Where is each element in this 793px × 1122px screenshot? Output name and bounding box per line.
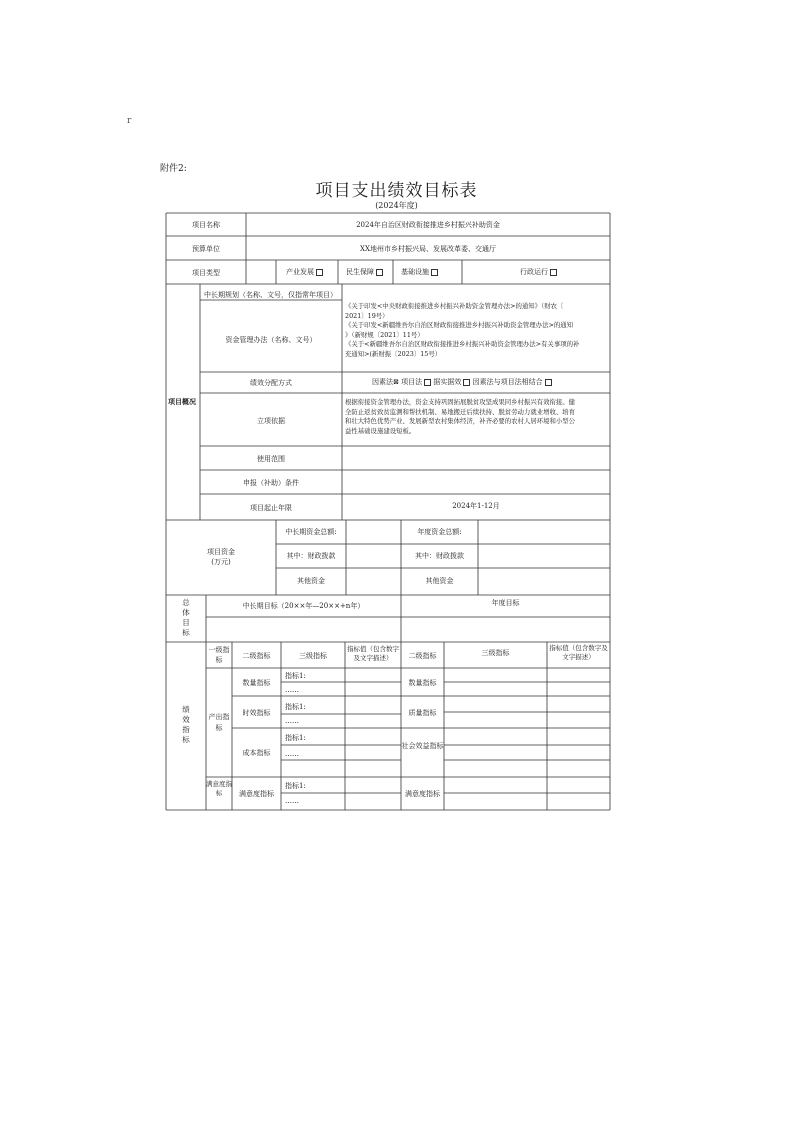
checkbox-industry[interactable] (316, 269, 323, 276)
col-level2-right: 二级指标 (408, 652, 437, 660)
quality-indicator: 质量指标 (408, 709, 437, 717)
checkbox-combined[interactable] (545, 379, 552, 386)
checkbox-livelihood[interactable] (376, 269, 383, 276)
annual-goal-label: 年度目标 (491, 599, 520, 607)
mgmt-label: 资金管理办法（名称、文号） (225, 336, 317, 344)
long-term-goal-label: 中长期目标（20××年—20××+n年） (242, 602, 365, 610)
col-level2: 二级指标 (242, 652, 271, 660)
type-infrastructure[interactable]: 基础设施 (401, 267, 438, 277)
col-level3-right: 三级指标 (481, 649, 510, 657)
other-long-label: 其他资金 (297, 577, 325, 585)
checkbox-project[interactable] (424, 379, 431, 386)
page-title: 项目支出绩效目标表 (315, 181, 478, 201)
condition-label: 申报（补助）条件 (243, 479, 299, 487)
page-mark: r (127, 116, 132, 126)
overview-section-label: 项目概况 (168, 397, 196, 406)
budget-unit-label: 预算单位 (192, 245, 220, 253)
quantity-indicator: 数量指标 (242, 679, 271, 687)
cost-more: …… (285, 750, 299, 758)
type-admin[interactable]: 行政运行 (520, 267, 557, 277)
col-value: 指标值（包含数字及文字描述） (347, 645, 399, 662)
checked-icon[interactable]: ⊠ (393, 378, 399, 386)
timeliness-indicator: 时效指标 (242, 709, 271, 717)
timeliness-more: …… (285, 717, 299, 725)
col-value-right: 指标值（包含数字及文字描述） (549, 644, 608, 661)
distribution-options[interactable]: 因素法⊠ 项目法 据实据效 因素法与项目法相结合 (372, 377, 552, 387)
year-subtitle: (2024年度) (375, 201, 418, 210)
project-type-label: 项目类型 (192, 269, 220, 277)
funds-unit: (万元) (211, 558, 231, 566)
output-indicator-label: 产出指标 (208, 713, 230, 732)
timeliness-item: 指标1: (285, 703, 306, 711)
plan-label: 中长期规划（名称、文号，仅指常年项目） (204, 291, 337, 299)
budget-unit-value: XX地州市乡村振兴局、发展改革委、交通厅 (360, 245, 496, 253)
satisfaction-indicator: 满意度指标 (239, 790, 274, 798)
fiscal-long-label: 其中：财政拨款 (286, 552, 336, 560)
quantity-indicator-right: 数量指标 (408, 679, 437, 687)
col-level1: 一级指标 (208, 646, 230, 664)
other-annual-label: 其他资金 (425, 577, 454, 585)
satisfaction-more: …… (285, 797, 299, 805)
scope-label: 使用范围 (257, 455, 285, 463)
type-livelihood[interactable]: 民生保障 (346, 267, 383, 277)
col-level3: 三级指标 (299, 652, 327, 660)
funds-label: 项目资金 (207, 548, 235, 556)
checkbox-actual[interactable] (463, 379, 470, 386)
cost-item: 指标1: (285, 734, 306, 742)
social-benefit-indicator: 社会效益指标 (401, 742, 444, 750)
long-total-label: 中长期资金总额: (285, 528, 337, 536)
fiscal-annual-label: 其中：财政拨款 (415, 552, 464, 560)
period-value: 2024年1-12月 (452, 502, 500, 510)
satisfaction-indicator-right: 满意度指标 (405, 790, 440, 798)
basis-label: 立项依据 (257, 417, 285, 425)
annual-total-label: 年度资金总额: (417, 528, 462, 536)
quantity-item: 指标1: (285, 672, 306, 680)
satisfaction-item: 指标1: (285, 782, 306, 790)
checkbox-infrastructure[interactable] (431, 269, 438, 276)
project-name-label: 项目名称 (192, 221, 220, 229)
type-industry[interactable]: 产业发展 (286, 267, 323, 277)
period-label: 项目起止年限 (250, 504, 292, 512)
indicators-label: 绩 效 指 标 (182, 705, 190, 744)
quantity-more: …… (285, 686, 299, 694)
goals-label: 总 体 目 标 (182, 598, 190, 637)
checkbox-admin[interactable] (550, 269, 557, 276)
mgmt-text: 《关于印发<中央财政衔接推进乡村振兴补助资金管理办法>的通知》（财农〔 2021〕19号） 《关于印发<新疆维吾尔自治区财政衔接推进乡村振兴补助资金管理办法>的通知 》（新财规〔2021〕11号） 《关于<新疆维吾尔自治区财政衔接推进乡村振兴补助资金管理办法>有关事项的补 充通知>(新财振〔2023〕15号） (345, 302, 580, 358)
basis-text: 根据衔接资金管理办法，资金支持巩固拓展脱贫攻坚成果同乡村振兴有效衔接。健 全防止返贫致贫监测和帮扶机制、易地搬迁后续扶持、脱贫劳动力就业增收、培育 和壮大特色优势产业、发展新型农村集体经济，补齐必要的农村人居环境和小型公 益性基础设施建设短板。 (345, 398, 576, 435)
attachment-label: 附件2: (160, 164, 187, 174)
distribution-label: 绩效分配方式 (250, 379, 292, 387)
satisfaction-indicator-label: 满意度指标 (206, 780, 232, 797)
project-name-value: 2024年自治区财政衔接推进乡村振兴补助资金 (356, 221, 500, 229)
cost-indicator: 成本指标 (242, 749, 271, 757)
